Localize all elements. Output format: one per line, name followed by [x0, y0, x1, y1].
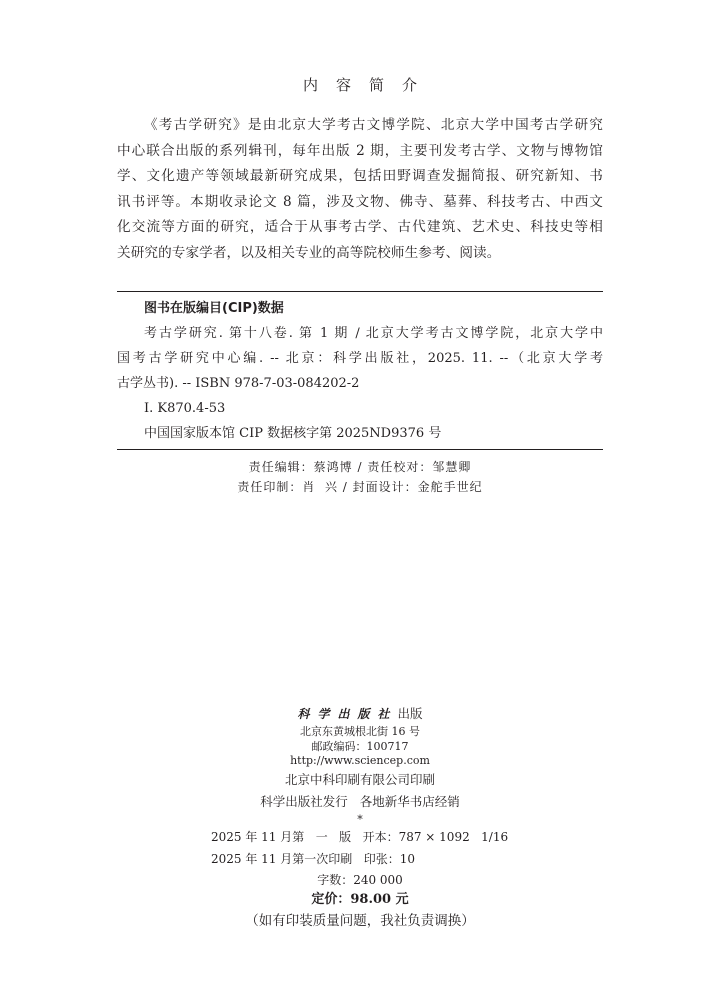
publisher-postcode: 邮政编码：100717	[311, 739, 409, 753]
edition-line: 2025 年 11 月第 一 版 开本：787 × 1092 1/16	[211, 830, 509, 844]
cip-line: 国考古学研究中心编. -- 北京：科学出版社，2025. 11. --（北京大学考	[117, 351, 603, 366]
printer-line: 北京中科印刷有限公司印刷	[284, 771, 435, 787]
cip-record-number: 中国国家版本馆 CIP 数据核字第 2025ND9376 号	[144, 426, 442, 441]
price: 定价：98.00 元	[311, 892, 409, 907]
credits-editors: 责任编辑：蔡鸿博 / 责任校对：邹慧卿	[248, 460, 472, 474]
cip-line: 古学丛书). -- ISBN 978-7-03-084202-2	[117, 376, 360, 391]
summary-line: 讯书评等。本期收录论文 8 篇，涉及文物、佛寺、墓葬、科技考古、中西文	[117, 193, 603, 210]
summary-line: 中心联合出版的系列辑刊，每年出版 2 期，主要刊发考古学、文物与博物馆	[117, 142, 603, 159]
credits-production: 责任印制：肖 兴 / 封面设计：金舵手世纪	[237, 480, 483, 494]
divider-top	[117, 291, 603, 292]
edition-block	[211, 826, 508, 870]
publisher-suffix: 出版	[397, 706, 423, 721]
summary-line: 《考古学研究》是由北京大学考古文博学院、北京大学中国考古学研究	[144, 117, 603, 133]
cip-classification: Ⅰ. K870.4-53	[144, 401, 226, 416]
distribution-line: 科学出版社发行 各地新华书店经销	[260, 793, 460, 809]
cip-heading: 图书在版编目(CIP)数据	[144, 301, 284, 316]
publisher-name: 科学出版社	[297, 707, 398, 721]
summary-paragraph	[117, 113, 603, 267]
imprint-block	[0, 703, 720, 827]
cip-line: 考古学研究. 第十八卷. 第 1 期 / 北京大学考古文博学院，北京大学中	[144, 326, 603, 341]
publisher-website: http://www.sciencep.com	[290, 754, 430, 767]
summary-line: 化交流等方面的研究，适合于从事考古学、古代建筑、艺术史、科技史等相	[117, 219, 603, 236]
cip-block	[117, 296, 603, 446]
summary-line: 学、文化遗产等领域最新研究成果，包括田野调查发掘简报、研究新知、书	[117, 168, 603, 185]
credits-block	[0, 457, 720, 497]
quality-notice: （如有印装质量问题，我社负责调换）	[245, 913, 475, 929]
price-block	[0, 870, 720, 932]
separator-asterisk: *	[357, 812, 363, 826]
publisher-line	[0, 703, 720, 725]
page-title: 内容简介	[302, 76, 435, 94]
printing-line: 2025 年 11 月第一次印刷 印张：10	[211, 852, 415, 866]
summary-line: 关研究的专家学者，以及相关专业的高等院校师生参考、阅读。	[117, 244, 501, 261]
divider-bottom	[117, 449, 603, 450]
word-count: 字数：240 000	[317, 873, 403, 887]
publisher-address: 北京东黄城根北街 16 号	[300, 725, 420, 738]
